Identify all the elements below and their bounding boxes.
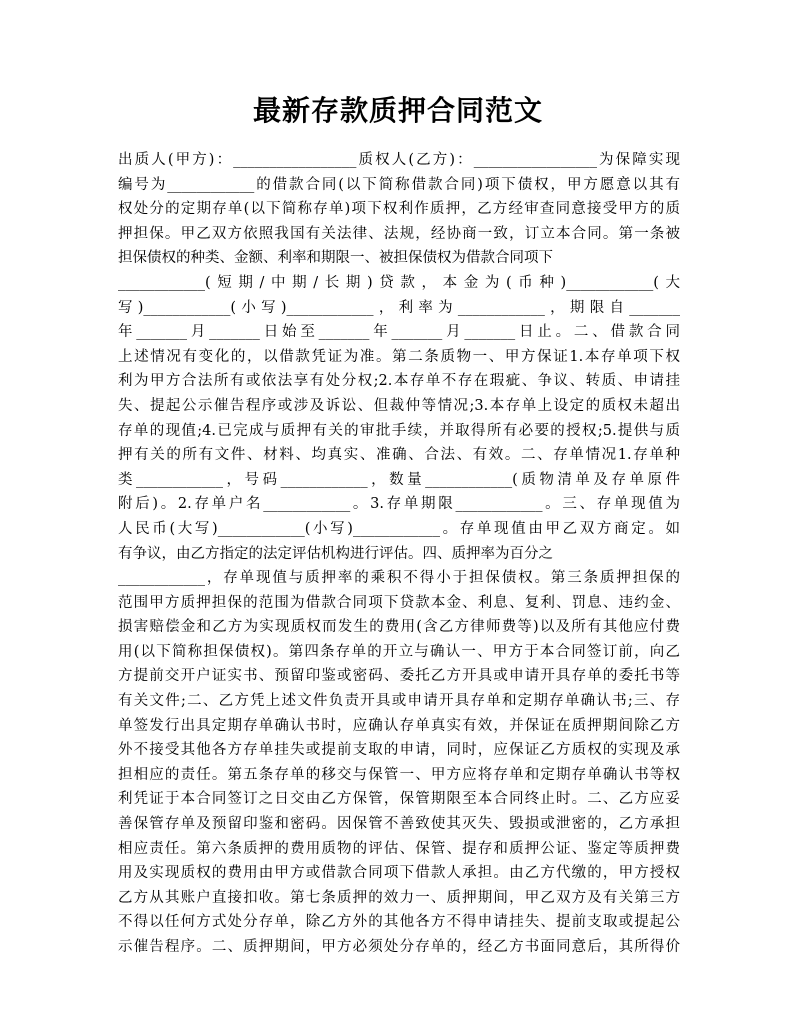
body-line-17: 有争议，由乙方指定的法定评估机构进行评估。四、质押率为百分之 — [118, 545, 553, 562]
body-line-30: 用及实现质权的费用由甲方或借款合同项下借款人承担。由乙方代缴的，甲方授权 — [118, 865, 680, 882]
body-line-25: 外不接受其他各方存单挂失或提前支取的申请，同时，应保证乙方质权的实现及承 — [118, 742, 680, 759]
body-line-21: 用(以下简称担保债权)。第四条存单的开立与确认一、甲方于本合同签订前，向乙 — [118, 643, 680, 660]
body-line-5: 担保债权的种类、金额、利率和期限一、被担保债权为借款合同项下 — [118, 250, 553, 267]
body-line-15: 附后)。2.存单户名____________。3.存单期限____________。三、存单现值为 — [118, 496, 680, 513]
body-line-26: 担相应的责任。第五条存单的移交与保管一、甲方应将存单和定期存单确认书等权 — [118, 766, 680, 783]
body-line-9: 上述情况有变化的，以借款凭证为准。第二条质物一、甲方保证1.本存单项下权 — [118, 348, 680, 365]
contract-body — [118, 148, 680, 960]
body-line-7: 写)____________(小写)____________，利率为____________，期限自_______ — [118, 299, 680, 316]
body-line-2: 编号为____________的借款合同(以下简称借款合同)项下债权，甲方愿意以其有 — [118, 176, 680, 193]
document-title: 最新存款质押合同范文 — [252, 94, 543, 127]
body-line-16: 人民币(大写)____________(小写)____________。存单现值由甲乙双方商定。如 — [118, 520, 680, 537]
body-line-28: 善保管存单及预留印鉴和密码。因保管不善致使其灭失、毁损或泄密的，乙方承担 — [118, 816, 680, 833]
body-line-29: 相应责任。第六条质押的费用质物的评估、保管、提存和质押公证、鉴定等质押费 — [118, 840, 680, 857]
body-line-3: 权处分的定期存单(以下简称存单)项下权利作质押，乙方经审查同意接受甲方的质 — [118, 201, 680, 218]
body-line-6: ____________(短期/中期/长期)贷款，本金为(币种)____________(大 — [118, 274, 680, 291]
body-line-20: 损害赔偿金和乙方为实现质权而发生的费用(含乙方律师费等)以及所有其他应付费 — [118, 619, 680, 636]
body-line-22: 方提前交开户证实书、预留印鉴或密码、委托乙方开具或申请开具存单的委托书等 — [118, 668, 680, 685]
body-line-10: 利为甲方合法所有或依法享有处分权;2.本存单不存在瑕疵、争议、转质、申请挂 — [118, 373, 680, 390]
body-line-31: 乙方从其账户直接扣收。第七条质押的效力一、质押期间，甲乙双方及有关第三方 — [118, 889, 680, 906]
body-line-1: 出质人(甲方)：_________________质权人(乙方)：_________________为保障实现 — [118, 152, 680, 168]
body-line-4: 押担保。甲乙双方依照我国有关法律、法规，经协商一致，订立本合同。第一条被 — [118, 225, 680, 242]
body-line-11: 失、提起公示催告程序或涉及诉讼、但裁仲等情况;3.本存单上设定的质权未超出 — [118, 397, 680, 414]
body-line-13: 押有关的所有文件、材料、均真实、准确、合法、有效。二、存单情况1.存单种 — [118, 447, 680, 464]
body-line-8: 年_______月_______日始至_______年_______月_______日止。二、借款合同 — [118, 324, 680, 341]
body-line-14: 类____________，号码____________，数量____________(质物清单及存单原件 — [118, 471, 680, 488]
body-line-33: 示催告程序。二、质押期间，甲方必须处分存单的，经乙方书面同意后，其所得价 — [118, 939, 680, 955]
body-line-12: 存单的现值;4.已完成与质押有关的审批手续，并取得所有必要的授权;5.提供与质 — [118, 422, 680, 439]
body-line-23: 有关文件;二、乙方凭上述文件负责开具或申请开具存单和定期存单确认书;三、存 — [118, 693, 680, 710]
body-line-18: ____________，存单现值与质押率的乘积不得小于担保债权。第三条质押担保的 — [118, 570, 680, 587]
body-line-24: 单签发行出具定期存单确认书时，应确认存单真实有效，并保证在质押期间除乙方 — [118, 717, 680, 734]
body-line-32: 不得以任何方式处分存单，除乙方外的其他各方不得申请挂失、提前支取或提起公 — [118, 914, 680, 931]
body-line-27: 利凭证于本合同签订之日交由乙方保管，保管期限至本合同终止时。二、乙方应妥 — [118, 791, 680, 808]
body-line-19: 范围甲方质押担保的范围为借款合同项下贷款本金、利息、复利、罚息、违约金、 — [118, 594, 680, 611]
